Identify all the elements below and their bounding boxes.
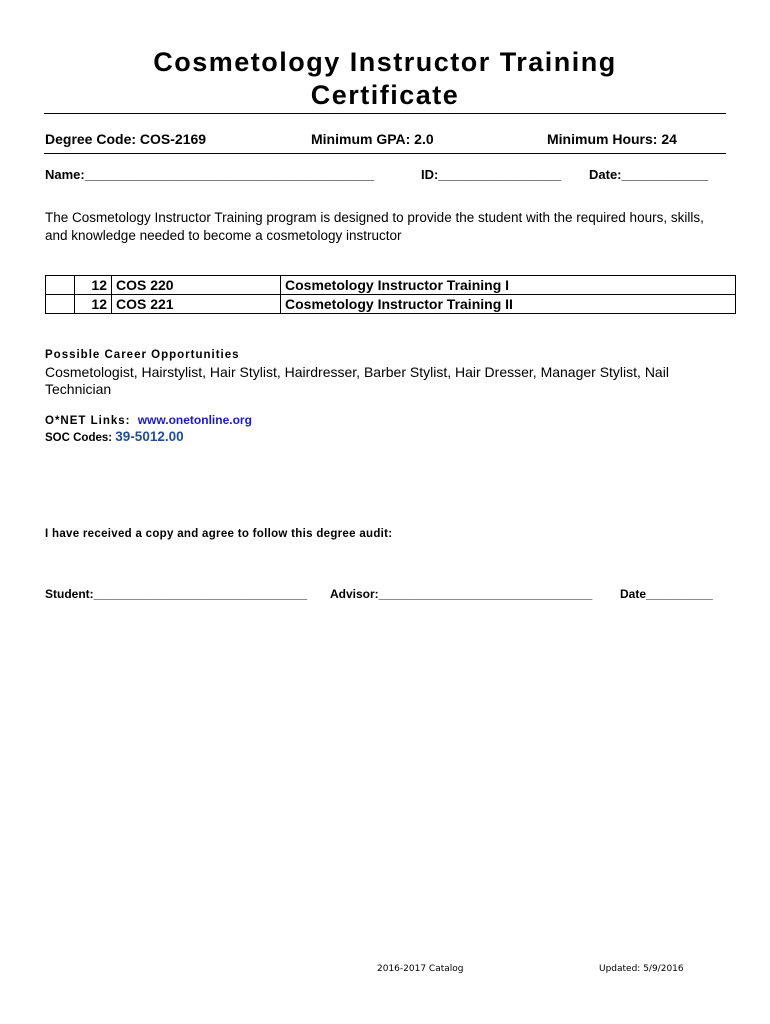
check-cell <box>46 295 75 314</box>
course-title: Cosmetology Instructor Training I <box>281 276 736 295</box>
soc-label: SOC Codes: <box>45 432 113 444</box>
program-info-row <box>45 131 695 151</box>
signature-date-field[interactable]: Date__________ <box>620 587 713 601</box>
soc-codes <box>45 429 184 444</box>
course-title: Cosmetology Instructor Training II <box>281 295 736 314</box>
minimum-hours: Minimum Hours: 24 <box>547 131 677 147</box>
date-field[interactable]: Date:____________ <box>589 167 709 182</box>
agreement-text: I have received a copy and agree to follow this degree audit: <box>45 528 393 540</box>
table-row <box>46 295 736 314</box>
career-list: Cosmetologist, Hairstylist, Hair Stylist, Hairdresser, Barber Stylist, Hair Dresser, Manager Stylist, Nail Technician <box>45 364 669 397</box>
id-field[interactable]: ID:_________________ <box>421 167 562 182</box>
info-divider <box>44 153 726 154</box>
onet-links <box>45 413 252 427</box>
advisor-signature-field[interactable]: Advisor:________________________________ <box>330 587 593 601</box>
course-hours: 12 <box>75 295 112 314</box>
footer-updated: Updated: 5/9/2016 <box>599 964 684 974</box>
soc-value: 39-5012.00 <box>115 429 184 444</box>
course-table <box>45 275 736 314</box>
table-row <box>46 276 736 295</box>
onet-label: O*NET Links: <box>45 415 131 427</box>
title-line-2: Certificate <box>310 80 460 110</box>
title-line-1: Cosmetology Instructor Training <box>153 47 617 77</box>
check-cell <box>46 276 75 295</box>
footer-catalog: 2016-2017 Catalog <box>377 964 464 974</box>
student-signature-field[interactable]: Student:________________________________ <box>45 587 308 601</box>
page-title <box>0 46 770 112</box>
career-heading: Possible Career Opportunities <box>45 349 240 361</box>
title-divider <box>44 113 726 114</box>
degree-code: Degree Code: COS-2169 <box>45 131 207 147</box>
course-hours: 12 <box>75 276 112 295</box>
signature-row <box>45 587 735 605</box>
onet-link[interactable]: www.onetonline.org <box>137 413 252 427</box>
program-description: The Cosmetology Instructor Training program is designed to provide the student with the required hours, skills, and knowledge needed to become a cosmetology instructor <box>45 210 704 243</box>
student-info-row <box>45 167 735 187</box>
name-field[interactable]: Name:________________________________________ <box>45 167 374 182</box>
minimum-gpa: Minimum GPA: 2.0 <box>311 131 434 147</box>
course-code: COS 221 <box>112 295 281 314</box>
course-code: COS 220 <box>112 276 281 295</box>
